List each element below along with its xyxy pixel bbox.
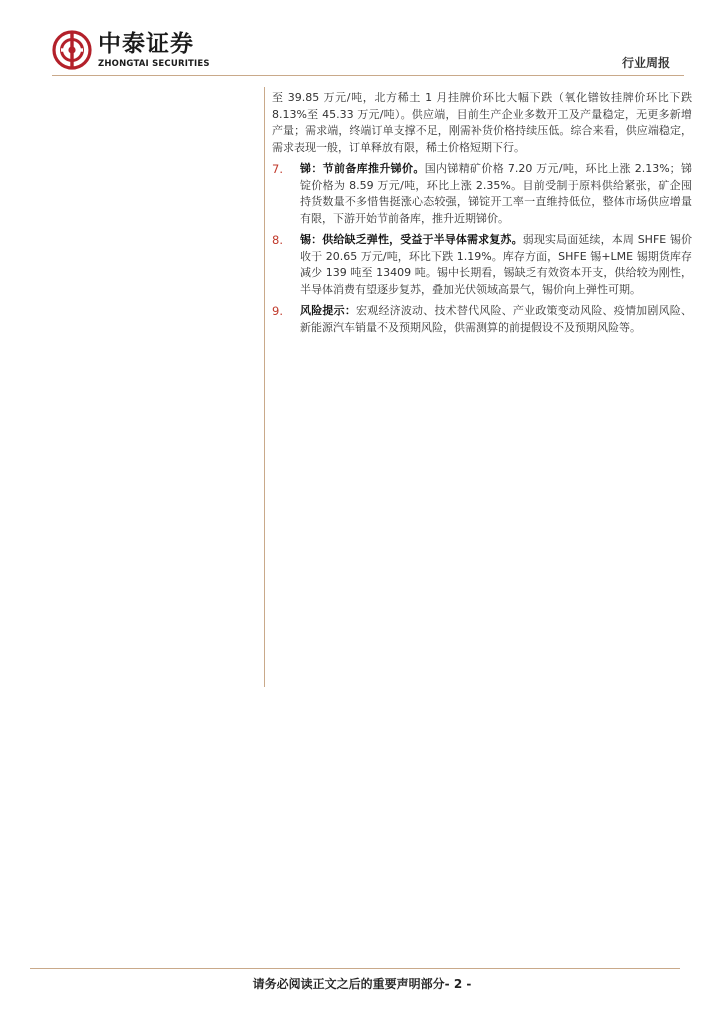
zhongtai-logo-icon	[52, 30, 92, 70]
item-heading: 锡：供给缺乏弹性，受益于半导体需求复苏。	[300, 233, 523, 246]
item-text: 弱现实局面延续，本周 SHFE 锡价收于 20.65 万元/吨，环比下跌 1.19%。库存方面，SHFE 锡+LME 锡期货库存减少 139 吨至 13409 吨。锡中长期看，锡缺乏有效资本开支，供给较为刚性，半导体消费有望逐步复苏，叠加光伏领域高景气，锡价向上弹性可期。	[300, 233, 693, 296]
header-divider	[52, 75, 684, 76]
content-left-rule	[264, 87, 265, 687]
report-type-label: 行业周报	[621, 56, 670, 70]
item-heading: 风险提示：	[300, 304, 357, 317]
item-text: 国内锑精矿价格 7.20 万元/吨，环比上涨 2.13%；锑锭价格为 8.59 万元/吨，环比上涨 2.35%。目前受制于原料供给紧张，矿企囤持货数量不多惜售挺涨心态较强，锑锭开工率一直维持低位，整体市场供应增量有限，下游开始节前备库，推升近期锑价。	[300, 162, 693, 225]
footer-disclaimer: 请务必阅读正文之后的重要声明部分- 2 -	[252, 977, 472, 991]
report-body	[272, 90, 692, 341]
list-item-risk	[272, 303, 692, 336]
item-number: 7.	[272, 162, 283, 176]
list-item-antimony	[272, 161, 692, 227]
item-heading: 锑：节前备库推升锑价。	[300, 162, 425, 175]
brand-name-cn: 中泰证券	[98, 31, 194, 57]
intro-paragraph: 至 39.85 万元/吨，北方稀土 1 月挂牌价环比大幅下跌（氧化镨钕挂牌价环比下跌 8.13%至 45.33 万元/吨）。供应端，目前生产企业多数开工及产量稳定，无更多新增产量；需求端，终端订单支撑不足，刚需补货价格持续压低。综合来看，供应端稳定，需求表现一般，订单释放有限，稀土价格短期下行。	[272, 91, 692, 154]
item-number: 9.	[272, 304, 283, 318]
brand-name-en: ZHONGTAI SECURITIES	[98, 59, 210, 69]
list-item-tin	[272, 232, 692, 298]
item-text: 宏观经济波动、技术替代风险、产业政策变动风险、疫情加剧风险、新能源汽车销量不及预期风险，供需测算的前提假设不及预期风险等。	[300, 304, 692, 334]
footer-divider	[30, 968, 680, 969]
item-number: 8.	[272, 233, 283, 247]
